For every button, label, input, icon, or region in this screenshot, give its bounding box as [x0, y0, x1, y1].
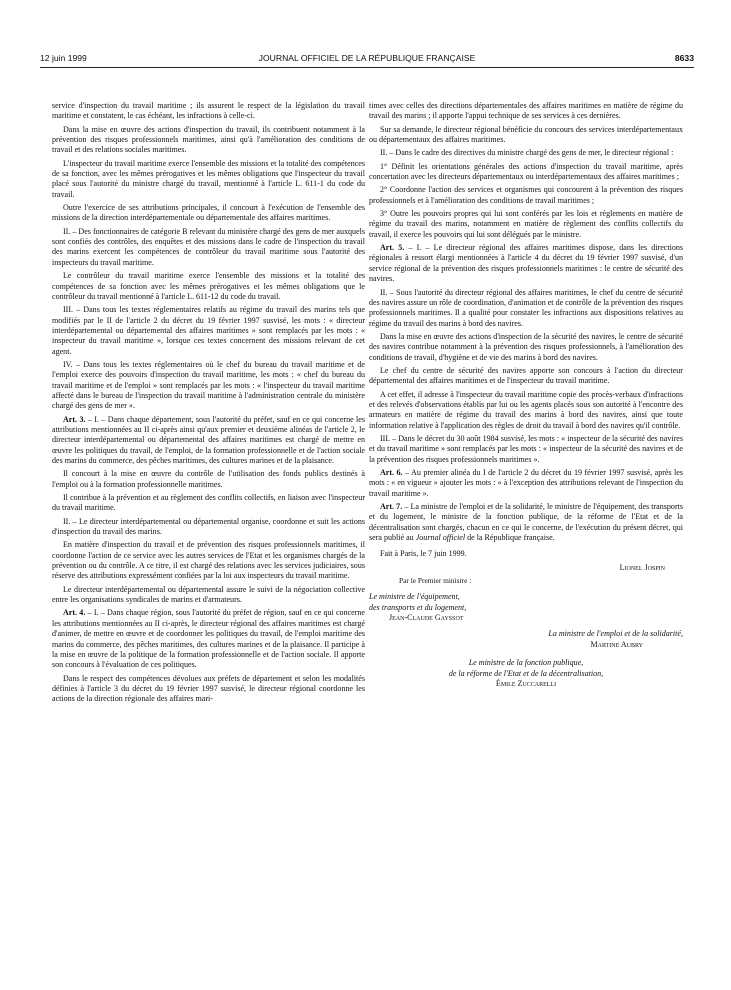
- signature-fp-name: Émile Zuccarelli: [495, 678, 557, 688]
- article-7-heading: Art. 7.: [380, 502, 403, 512]
- emp-title-text: La ministre de l'emploi et de la solidarité,: [548, 629, 683, 639]
- signature-fp-title-1: [369, 658, 683, 668]
- paragraph: 1° Définit les orientations générales des actions d'inspection du travail maritime, après concertation avec les directeurs départementaux ou interdépartementaux des affaires maritimes ;: [369, 161, 683, 182]
- place-date: Fait à Paris, le 7 juin 1999.: [380, 549, 467, 559]
- fp-title-2-text: de la réforme de l'Etat et de la décentralisation,: [448, 668, 604, 678]
- paragraph: Dans la mise en œuvre des actions d'inspection du travail, ils contribuent notamment à la prévention des risques professionnels maritimes, ainsi qu'à l'amélioration des conditions de travail et des relations sociales maritimes.: [52, 124, 365, 155]
- paragraph: 3° Outre les pouvoirs propres qui lui sont conférés par les lois et règlements en matière de régime du travail des marins, notamment en matière de règlement des conflits collectifs du travail, il exerce les pouvoirs qui lui sont délégués par le ministre.: [369, 209, 683, 239]
- paragraph: II. – Sous l'autorité du directeur régional des affaires maritimes, le chef du centre de sécurité des navires assure un rôle de coordination, d'animation et de contrôle de la prévention des risques professionnels maritimes. Il a qualité pour constater les infractions aux dispositions relatives au régime du travail des marins à bord des navires.: [369, 287, 683, 328]
- eq-title-2-text: des transports et du logement,: [369, 602, 467, 612]
- article-5-heading: Art. 5.: [380, 243, 405, 253]
- article-5: [369, 243, 683, 284]
- article-7-tail: de la République française.: [465, 533, 555, 543]
- article-5-text: – I. – Le directeur régional des affaires maritimes dispose, dans les directions régionales à ressort élargi mentionnées à l'article 4 du décret du 19 février 1997 susvisé, d'un service régional de la prévention des risques professionnels maritimes : le centre de sécurité des navires.: [369, 243, 684, 284]
- article-6: [369, 468, 683, 499]
- paragraph: II. – Le directeur interdépartemental ou départemental organise, coordonne et suit les actions d'inspection du travail des marins.: [52, 516, 365, 537]
- article-6-heading: Art. 6.: [380, 468, 403, 477]
- paragraph: Le directeur interdépartemental ou départemental assure le suivi de la négociation collective entre les organisations syndicales de marins et d'armateurs.: [52, 584, 365, 605]
- paragraph: Outre l'exercice de ses attributions principales, il concourt à l'exécution de l'ensemble des missions de la direction interdépartementale ou départementale des affaires maritimes.: [52, 203, 365, 223]
- paragraph: Il concourt à la mise en œuvre du contrôle de l'utilisation des fonds publics destinés à l'emploi ou à la formation professionnelle maritimes.: [52, 469, 365, 489]
- header-date: 12 juin 1999: [40, 53, 87, 63]
- fp-title-1-text: Le ministre de la fonction publique,: [468, 658, 584, 668]
- signature-eq-name: Jean-Claude Gayssot: [389, 613, 464, 623]
- article-7: [369, 502, 683, 543]
- paragraph: II. – Des fonctionnaires de catégorie B relevant du ministère chargé des gens de mer auxquels sont confiés des contrôles, des enquêtes et des missions dans le cadre de l'inspection du travail des marins exercent les compétences de contrôleur du travail maritime sous l'autorité des inspecteurs du travail maritime.: [52, 226, 365, 267]
- signature-fp-title-2: [369, 669, 683, 679]
- paragraph: Dans le respect des compétences dévolues aux préfets de département et selon les modalités définies à l'article 3 du décret du 19 février 1997 susvisé, le directeur régional coordonne les actions de la direction régionale des affaires mari-: [52, 673, 365, 704]
- paragraph: III. – Dans tous les textes réglementaires relatifs au régime du travail des marins tels que modifiés par le II de l'article 2 du décret du 19 février 1997 susvisé, les mots : « directeur interdépartemental ou départemental des affaires maritimes » sont remplacés par les mots : « inspecteur du travail maritime », lorsque ces textes concernent des missions relevant de cet agent.: [52, 305, 365, 356]
- paragraph: A cet effet, il adresse à l'inspecteur du travail maritime copie des procès-verbaux d'infractions et des relevés d'observations établis par lui ou les agents placés sous son autorité à l'encontre des armateurs en matière de régime du travail des marins à bord des navires, ainsi que toute information relative à l'application des règles de droit du travail à bord des navires qu'il contrôle.: [369, 389, 683, 430]
- journal-officiel: Journal officiel: [415, 533, 466, 543]
- article-4: [52, 608, 365, 670]
- paragraph: III. – Dans le décret du 30 août 1984 susvisé, les mots : « inspecteur de la sécurité des navires et du travail maritime » sont remplacés par les mots : « inspecteur de la sécurité des navires et de la prévention des risques professionnels maritimes ».: [369, 433, 683, 464]
- header-title: JOURNAL OFFICIEL DE LA RÉPUBLIQUE FRANÇAISE: [258, 53, 476, 63]
- signature-pm-by: Par le Premier ministre :: [399, 576, 472, 586]
- left-column: [52, 101, 365, 708]
- page-header: [40, 53, 694, 67]
- paragraph: Dans la mise en œuvre des actions d'inspection de la sécurité des navires, le centre de sécurité des navires contribue notamment à la prévention des risques professionnels, à l'amélioration des conditions de travail, d'hygiène et de vie des marins à bord des navires.: [369, 331, 683, 362]
- eq-title-1-text: Le ministre de l'équipement,: [369, 592, 460, 602]
- paragraph: En matière d'inspection du travail et de prévention des risques professionnels maritimes, il coordonne l'action de ce service avec les autres services de l'Etat et les organismes chargés de la prévention ou du contrôle. A ce titre, il est chargé des relations avec les services judiciaires, sous réserve des attributions expressément confiées par la loi aux inspecteurs du travail maritime.: [52, 540, 365, 581]
- article-4-text: – I. – Dans chaque région, sous l'autorité du préfet de région, sauf en ce qui concerne les attributions mentionnées au II ci-après, le directeur régional des affaires maritimes est chargé d'animer, de mettre en œuvre et de coordonner les politiques du travail, de l'emploi maritime des marins du commerce, des pêches maritimes, des cultures marines et de la plaisance. Il participe à la mise en œuvre de la politique de la formation professionnelle et de l'action sociale. Il apporte son concours à l'évaluation de ces politiques.: [52, 608, 366, 670]
- paragraph: II. – Dans le cadre des directives du ministre chargé des gens de mer, le directeur régional :: [380, 148, 674, 158]
- header-rule: [40, 67, 694, 68]
- article-3-heading: Art. 3.: [63, 414, 86, 424]
- paragraph: times avec celles des directions départementales des affaires maritimes en matière de régime du travail des marins ; il apporte l'appui technique de ses services à ces dernières.: [369, 101, 683, 121]
- paragraph: Le contrôleur du travail maritime exerce l'ensemble des missions et la totalité des compétences de sa fonction avec les mêmes prérogatives et les mêmes obligations que le contrôleur du travail mentionné à l'article L. 611-12 du code du travail.: [52, 271, 365, 301]
- paragraph: Sur sa demande, le directeur régional bénéficie du concours des services interdépartementaux ou départementaux des affaires maritimes.: [369, 124, 683, 145]
- paragraph: IV. – Dans tous les textes réglementaires où le chef du bureau du travail maritime et de l'emploi exerce des pouvoirs d'inspection du travail maritime, les mots : « chef du bureau du travail maritime et de l'emploi » sont remplacés par les mots : « l'inspecteur du travail maritime affecté dans le bureau de l'inspection du travail maritime à l'administration centrale du ministère chargé des gens de mer ».: [52, 359, 365, 411]
- paragraph: L'inspecteur du travail maritime exerce l'ensemble des missions et la totalité des compétences de sa fonction, avec les mêmes prérogatives et les mêmes obligations que l'inspecteur du travail placé sous l'autorité du ministre chargé du travail, mentionné à l'article L. 611-1 du code du travail.: [52, 158, 365, 199]
- paragraph: Le chef du centre de sécurité des navires apporte son concours à l'action du directeur départemental des affaires maritimes et de l'inspecteur du travail maritime.: [369, 365, 683, 386]
- article-7-text: – La ministre de l'emploi et de la solidarité, le ministre de l'équipement, des transports et du logement, le ministre de la fonction publique, de la réforme de l'Etat et de la décentralisation sont chargés, chacun en ce qui le concerne, de l'exécution du présent décret, qui sera publié au: [369, 502, 683, 543]
- article-3-text: – I. – Dans chaque département, sous l'autorité du préfet, sauf en ce qui concerne les attributions mentionnées au II ci-après ainsi qu'aux premier et deuxième alinéas de l'article 2, le directeur interdépartemental ou départemental des affaires maritimes est chargé de mettre en œuvre les politiques du travail, de l'emploi, de la formation professionnelle et de l'action sociale des marins du commerce, des pêches maritimes, des cultures marines et de la plaisance.: [52, 414, 365, 465]
- header-page-number: 8633: [674, 53, 694, 63]
- article-3: [52, 415, 365, 467]
- signature-emp-title: [369, 629, 683, 639]
- paragraph: Il contribue à la prévention et au règlement des conflits collectifs, en liaison avec l'inspecteur du travail maritime.: [52, 493, 365, 513]
- signature-pm-name: Lionel Jospin: [619, 562, 665, 572]
- article-4-heading: Art. 4.: [63, 608, 86, 618]
- signature-eq-title-2: [369, 603, 683, 613]
- article-6-text: – Au premier alinéa du I de l'article 2 du décret du 19 février 1997 susvisé, après les mots : « en vigueur » ajouter les mots : « à l'exception des attributions relevant de l'inspection du travail maritime ».: [369, 468, 683, 498]
- paragraph: 2° Coordonne l'action des services et organismes qui concourent à la prévention des risques professionnels et à l'amélioration des conditions de travail maritimes ;: [369, 185, 683, 205]
- paragraph: service d'inspection du travail maritime ; ils assurent le respect de la législation du travail maritime et constatent, le cas échéant, les infractions à celle-ci.: [52, 101, 365, 121]
- signature-eq-title-1: [369, 592, 683, 602]
- signature-emp-name: Martine Aubry: [590, 639, 643, 649]
- right-column: [369, 101, 683, 692]
